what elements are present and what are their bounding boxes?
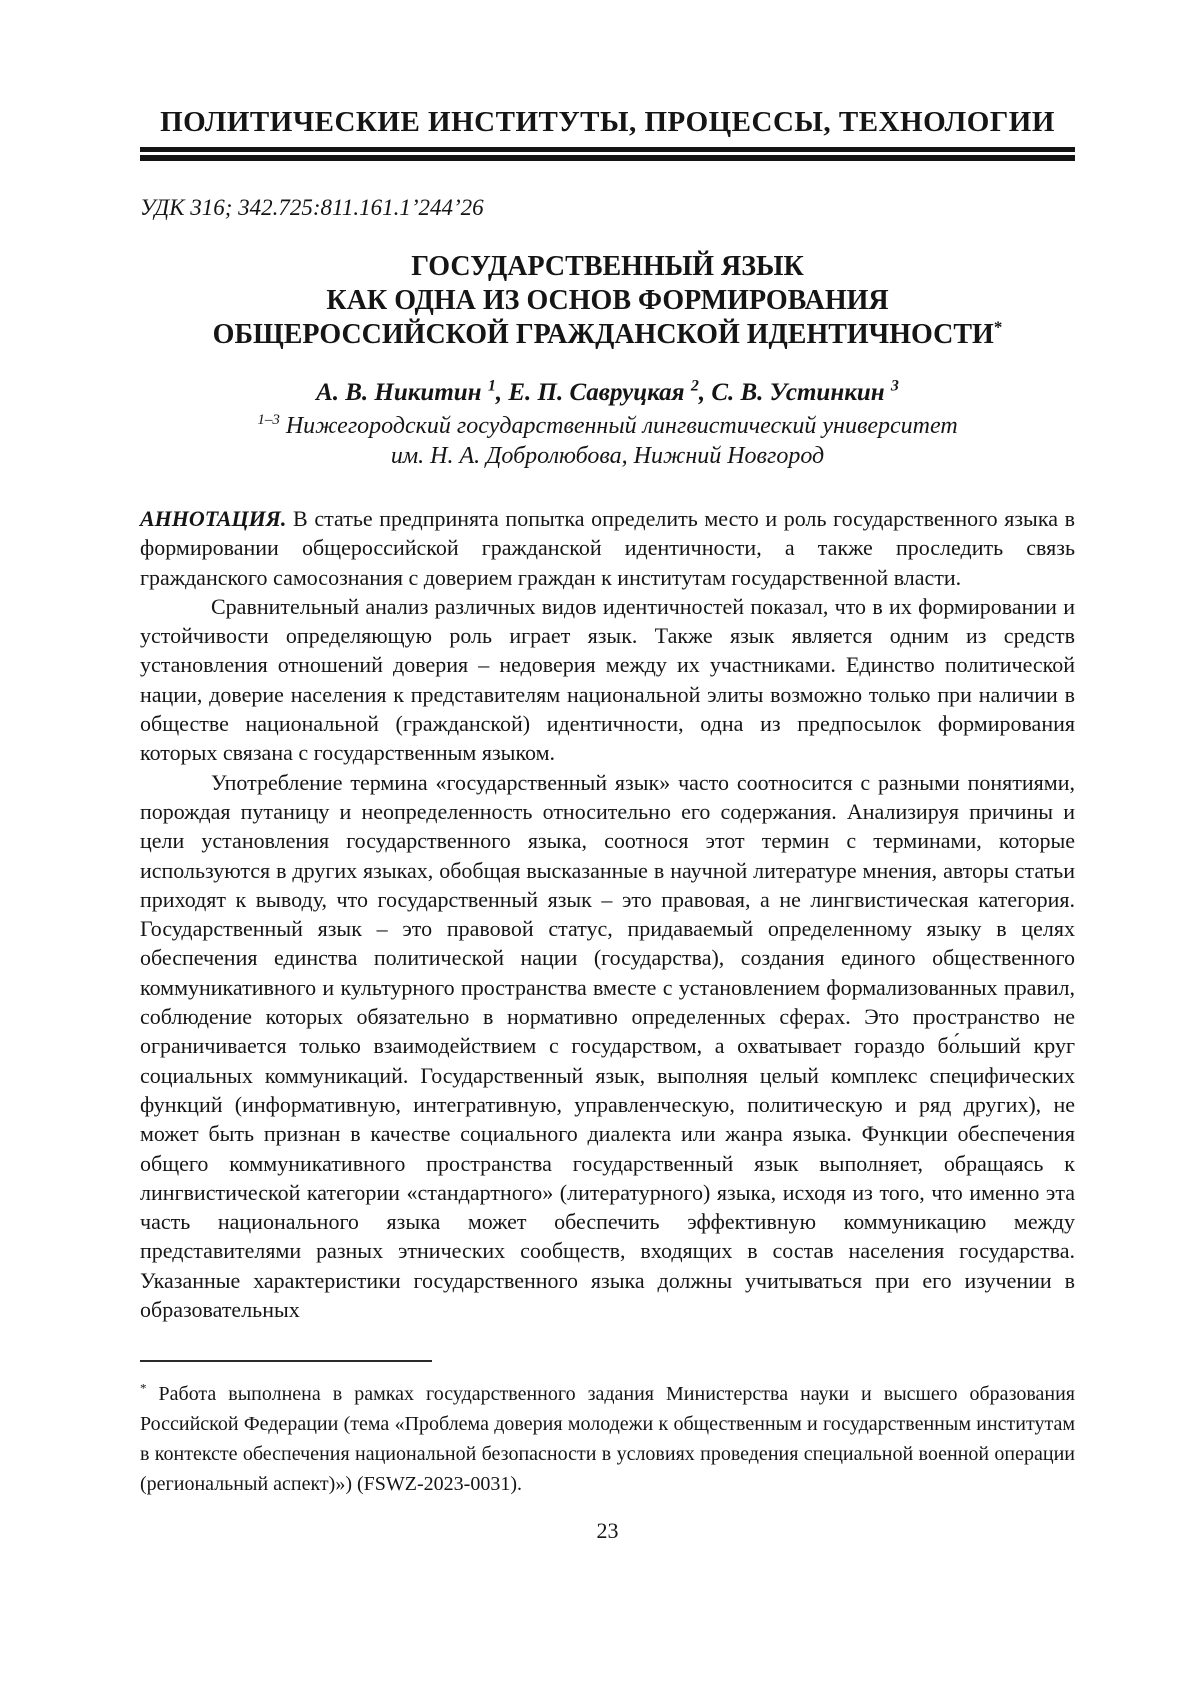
author-sup: 2: [690, 377, 699, 395]
abstract-paragraph: Употребление термина «государственный язык» часто соотносится с разными понятиями, порождая путаницу и неопределенность относительно его содержания. Анализируя причины и цели установления государственного языка, соотнося этот термин с терминами, которые используются в других языках, обобщая высказанные в научной литературе мнения, авторы статьи приходят к выводу, что государственный язык – это правовая, а не лингвистическая категория. Государственный язык – это правовой статус, придаваемый определенному языку в целях обеспечения единства политической нации (государства), создания единого общественного коммуникативного и культурного пространства вместе с установлением формализованных правил, соблюдение которых обязательно в нормативно определенных сферах. Это пространство не ограничивается только взаимодействием с государством, а охватывает гораздо бо́льший круг социальных коммуникаций. Государственный язык, выполняя целый комплекс специфических функций (информативную, интегративную, управленческую, политическую и ряд других), не может быть признан в качестве социального диалекта или жанра языка. Функции обеспечения общего коммуникативного пространства государственный язык выполняет, обращаясь к лингвистической категории «стандартного» (литературного) языка, исходя из того, что именно эта часть национального языка может обеспечить эффективную коммуникацию между представителями разных этнических сообществ, входящих в состав населения государства. Указанные характеристики государственного языка должны учитываться при его изучении в образовательных: [140, 769, 1075, 1323]
author-name: А. В. Никитин: [316, 379, 488, 406]
page-number: 23: [596, 1518, 619, 1544]
affiliation-line-2: им. Н. А. Добролюбова, Нижний Новгород: [390, 443, 825, 469]
footnote-marker: *: [140, 1380, 147, 1396]
author-name: Е. П. Савруцкая: [508, 379, 691, 406]
udc-code: УДК 316; 342.725:811.161.1’244’26: [140, 195, 484, 220]
header-double-rule: [140, 147, 1075, 161]
article-title-line-2: КАК ОДНА ИЗ ОСНОВ ФОРМИРОВАНИЯ: [326, 285, 889, 316]
footnote-text: Работа выполнена в рамках государственного задания Министерства науки и высшего образования Российской Федерации (тема «Проблема доверия молодежи к общественным и государственным институтам в контексте обеспечения национальной безопасности в условиях проведения специальной военной операции (региональный аспект)») (FSWZ-2023-0031).: [140, 1383, 1076, 1496]
authors-line: А. В. Никитин $^1$, Е. П. Савруцкая $^2$, С. В. Устинкин $^3$: [316, 377, 899, 406]
title-footnote-marker: *: [993, 317, 1003, 337]
abstract-paragraph: Сравнительный анализ различных видов идентичностей показал, что в их формировании и устойчивости определяющую роль играет язык. Также язык является одним из средств установления отношений доверия – недоверия между их участниками. Единство политической нации, доверие населения к представителям национальной элиты возможно только при наличии в обществе национальной (гражданской) идентичности, одна из предпосылок формирования которых связана с государственным языком.: [140, 593, 1075, 766]
affiliation-line-1: Нижегородский государственный лингвистический университет: [285, 413, 958, 439]
affiliation: [140, 411, 1075, 471]
affiliation-sup: 1–3: [257, 412, 280, 428]
author-sup: 1: [487, 377, 496, 395]
article-title-line-1: ГОСУДАРСТВЕННЫЙ ЯЗЫК: [411, 251, 804, 282]
article-title-line-3: ОБЩЕРОССИЙСКОЙ ГРАЖДАНСКОЙ ИДЕНТИЧНОСТИ: [212, 319, 994, 350]
footnote: [140, 1379, 1075, 1499]
abstract-label: АННОТАЦИЯ.: [140, 506, 294, 531]
section-header: ПОЛИТИЧЕСКИЕ ИНСТИТУТЫ, ПРОЦЕССЫ, ТЕХНОЛОГИИ: [160, 106, 1055, 138]
abstract: [140, 504, 1075, 1324]
abstract-paragraph: АННОТАЦИЯ. В статье предпринята попытка определить место и роль государственного языка в формировании общероссийской гражданской идентичности, а также проследить связь гражданского самосознания с доверием граждан к институтам государственной власти.: [140, 506, 1075, 590]
author-name: С. В. Устинкин: [711, 379, 891, 406]
article-title: [140, 250, 1075, 352]
header-rule-bottom: [140, 155, 1075, 161]
footnote-rule: [140, 1360, 432, 1362]
author-sup: 3: [890, 377, 899, 395]
